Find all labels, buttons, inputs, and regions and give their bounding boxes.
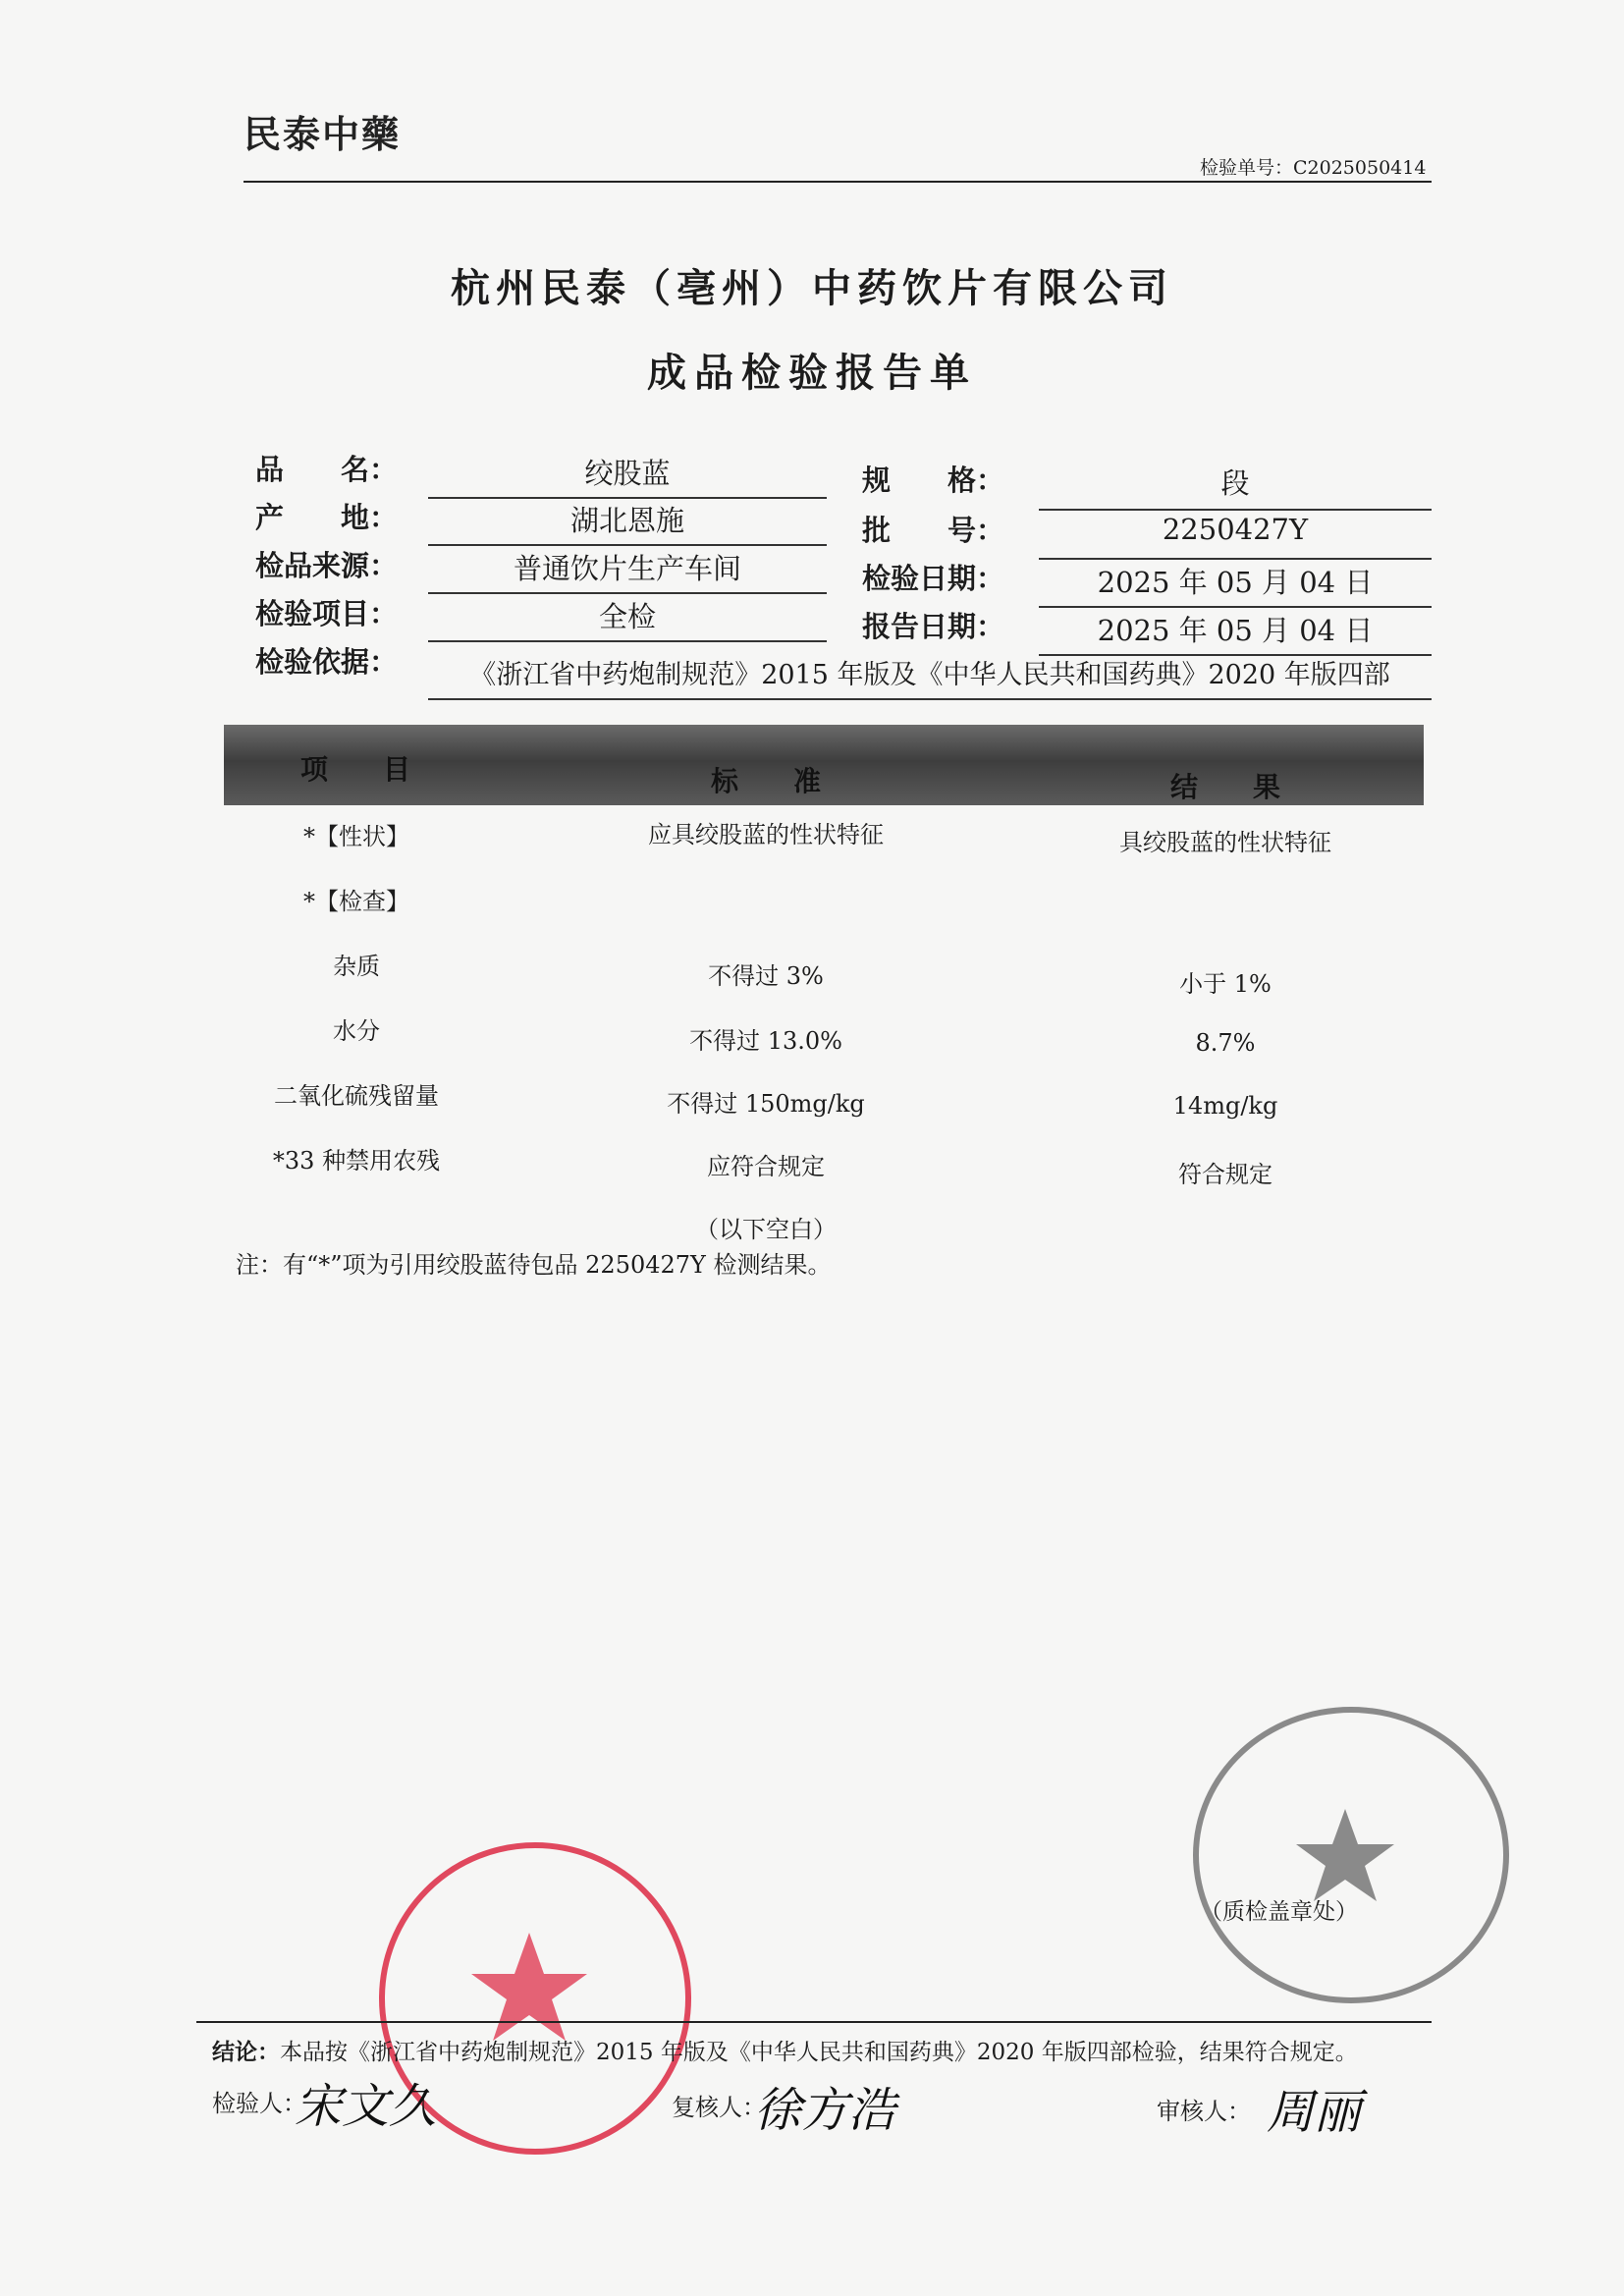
table-row-standard: 不得过 13.0% [689, 1027, 842, 1055]
col-header-standard: 标 准 [711, 765, 822, 797]
table-row-item: *33 种禁用农残 [272, 1147, 441, 1175]
col-header-item: 项 目 [300, 753, 411, 786]
product-label: 品 名： [255, 453, 399, 486]
qc-stamp [1193, 1707, 1509, 2003]
reviewer-signature: 徐方浩 [754, 2083, 896, 2138]
table-row-result: 8.7% [1195, 1029, 1256, 1057]
col-header-result: 结 果 [1170, 771, 1281, 803]
origin-value: 湖北恩施 [428, 499, 827, 546]
item-value: 全检 [428, 595, 827, 642]
table-row-item: 水分 [333, 1017, 380, 1045]
table-row-item: 杂质 [333, 953, 380, 980]
table-row-standard: 不得过 3% [708, 962, 824, 990]
footnote: 注：有“*”项为引用绞股蓝待包品 2250427Y 检测结果。 [236, 1251, 832, 1279]
table-row-result: 具绞股蓝的性状特征 [1119, 829, 1331, 856]
table-row-result: 符合规定 [1178, 1161, 1272, 1188]
blank-note: （以下空白） [695, 1216, 837, 1243]
inspect-date-value: 2025 年 05 月 04 日 [1039, 561, 1432, 608]
inspect-date-label: 检验日期： [862, 562, 1005, 595]
table-row-standard: 应符合规定 [707, 1153, 825, 1180]
header-divider [244, 181, 1432, 183]
report-date-label: 报告日期： [862, 610, 1005, 643]
item-label: 检验项目： [255, 597, 399, 630]
company-logo: 民泰中藥 [244, 112, 402, 156]
source-label: 检品来源： [255, 549, 399, 582]
company-name: 杭州民泰（亳州）中药饮片有限公司 [451, 265, 1173, 311]
table-header [224, 725, 1424, 805]
table-row-standard: 不得过 150mg/kg [667, 1090, 865, 1118]
spec-label: 规 格： [862, 464, 1005, 497]
batch-value: 2250427Y [1039, 513, 1432, 560]
conclusion-label: 结论： [212, 2039, 280, 2065]
qc-stamp-note: （质检盖章处） [1200, 1899, 1358, 1925]
source-value: 普通饮片生产车间 [428, 547, 827, 594]
conclusion [212, 2034, 1358, 2066]
report-date-value: 2025 年 05 月 04 日 [1039, 609, 1432, 656]
batch-label: 批 号： [862, 514, 1005, 547]
report-number: 检验单号：C2025050414 [1200, 157, 1427, 179]
basis-value: 《浙江省中药炮制规范》2015 年版及《中华人民共和国药典》2020 年版四部 [428, 653, 1432, 700]
product-value: 绞股蓝 [428, 452, 827, 499]
star-icon [1193, 1707, 1497, 1992]
table-row-result: 14mg/kg [1172, 1092, 1278, 1120]
table-row-standard: 应具绞股蓝的性状特征 [648, 821, 884, 848]
table-row-item: 二氧化硫残留量 [274, 1082, 439, 1110]
table-row-item: *【检查】 [303, 888, 409, 915]
approver-signature: 周丽 [1267, 2085, 1362, 2140]
reviewer-label: 复核人： [672, 2094, 766, 2121]
basis-label: 检验依据： [255, 645, 399, 679]
report-title: 成品检验报告单 [647, 350, 977, 396]
inspector-signature: 宋文久 [295, 2079, 437, 2134]
approver-label: 审核人： [1157, 2098, 1251, 2125]
footer-divider [196, 2021, 1432, 2023]
conclusion-text: 本品按《浙江省中药炮制规范》2015 年版及《中华人民共和国药典》2020 年版四部检验，结果符合规定。 [280, 2040, 1358, 2065]
table-row-item: *【性状】 [303, 823, 409, 850]
origin-label: 产 地： [255, 501, 399, 534]
spec-value: 段 [1039, 462, 1432, 511]
inspector-label: 检验人： [212, 2090, 306, 2117]
table-row-result: 小于 1% [1179, 970, 1272, 998]
